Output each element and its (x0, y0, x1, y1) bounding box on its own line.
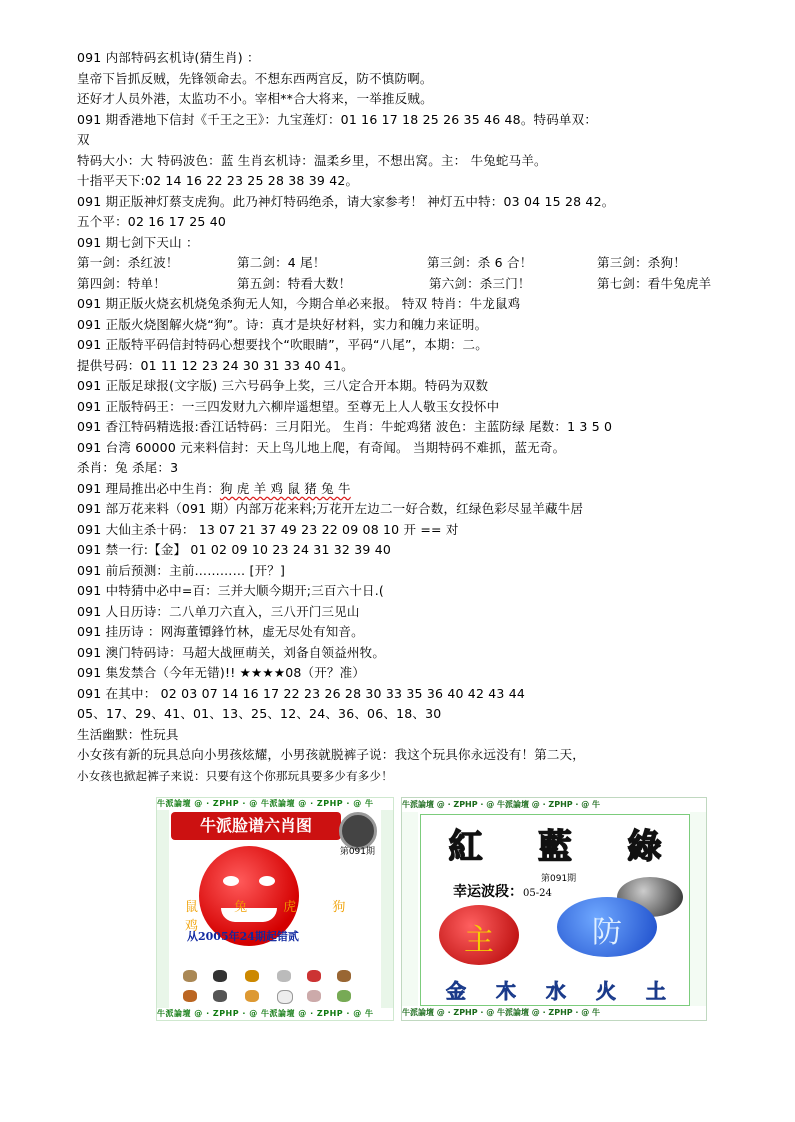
text-line: 091 部万花来料（091 期）内部万花来料;万花开左边二一好合数，红绿色彩尽显羊藏牛居 (77, 501, 584, 516)
watermark-bottom: 牛派論壇 @ · ZPHP · @ 牛派論壇 @ · ZPHP · @ 牛 (157, 1009, 374, 1018)
text-line: 特码大小：大 特码波色：蓝 生肖玄机诗：温柔乡里，不想出窝。主： 牛兔蛇马羊。 (77, 152, 547, 168)
main-char: 主 (464, 923, 494, 958)
text-line: 皇帝下旨抓反贼，先锋领命去。不想东西两宫反，防不慎防啊。 (77, 70, 433, 86)
text-line: 小女孩也掀起裤子来说：只要有这个你那玩具要多少有多少！ (77, 768, 393, 783)
blue-ball-icon (557, 897, 657, 957)
text-line: 还好才人员外港，太监功不小。宰相**合大将来，一举推反贼。 (77, 91, 433, 106)
animal-icon (183, 970, 197, 982)
sword-row-2 (77, 274, 792, 295)
text-line: 091 正版特码王：一三四发财九六柳岸遥想望。至尊无上人人敬玉女投怀中 (77, 398, 500, 414)
text-line: 091 正版足球报(文字版) 三六号码争上奖，三八定合开本期。特码为双数 (77, 378, 489, 393)
since-label: 从2005年24期起错贰 (187, 930, 299, 943)
text-line: 091 期香港地下信封《千王之王》：九宝莲灯：01 16 17 18 25 26 35 46 48。特码单双： (77, 111, 598, 127)
sword-item: 第一剑：杀红波！ (77, 255, 179, 270)
text-line: 提供号码：01 11 12 23 24 30 31 33 40 41。 (77, 357, 354, 373)
issue-label: 第091期 (339, 847, 375, 857)
element-water: 水 (546, 979, 566, 1003)
zodiac-animals-icon (173, 966, 378, 1008)
text-line: 091 期七剑下天山 ： (77, 234, 199, 250)
blue-char: 藍 (537, 827, 572, 867)
color-chars (421, 819, 689, 868)
text-line: 091 澳门特码诗：马超大战匣萌关，刘备自领益州牧。 (77, 644, 386, 660)
element-metal: 金 (446, 979, 466, 1003)
color-wave-image (401, 797, 707, 1021)
watermark-bottom: 牛派論壇 @ · ZPHP · @ 牛派論壇 @ · ZPHP · @ 牛 (402, 1006, 706, 1020)
zodiac-emphasis: 狗 虎 羊 鸡 鼠 猪 兔 牛 (219, 480, 351, 496)
text-line: 091 禁一行:【金】 01 02 09 10 23 24 31 32 39 40 (77, 542, 392, 557)
sword-item: 第六剑：杀三门！ (429, 275, 531, 291)
text-line: 091 正版特平码信封特码心想要找个“吹眼睛”，平码“八尾”，本期：二。 (77, 337, 488, 352)
text-line: 091 台湾 60000 元来料信封：天上鸟儿地上爬，有奇闻。 当期特码不难抓，蓝无奇。 (77, 439, 566, 455)
zodiac-prefix: 091 理局推出必中生肖： (77, 480, 220, 496)
text-line: 091 人日历诗：二八单刀六直入，三八开门三见山 (77, 603, 360, 619)
animal-icon (307, 970, 321, 982)
text-line: 091 集发禁合（今年无错)!! ★★★★08（开？准） (77, 665, 366, 680)
animal-icon (277, 970, 291, 982)
sword-item: 第二剑：4 尾！ (237, 255, 326, 270)
guard-char: 防 (592, 915, 622, 950)
inner-panel (420, 814, 690, 1006)
article-text (77, 48, 792, 786)
text-line: 091 期正版神灯蔡支虎狗。此乃神灯特码绝杀，请大家参考！ 神灯五中特：03 04 15 28 42。 (77, 193, 615, 209)
animal-icon (245, 990, 259, 1002)
wave-numbers: 05-24 (523, 888, 552, 899)
frame-side-right (381, 810, 393, 1008)
text-line: 091 挂历诗 ：网海董镡鋒竹林，虚无尽处有知音。 (77, 624, 364, 639)
animal-icon (307, 990, 321, 1002)
animal-icon (213, 970, 227, 982)
text-line: 091 前后预测：主前………… [开？] (77, 562, 286, 578)
eye-icon (223, 876, 239, 886)
text-line: 091 内部特码玄机诗(猜生肖) ： (77, 50, 260, 65)
text-line: 091 在其中： 02 03 07 14 16 17 22 23 26 28 30 33 35 36 40 42 43 44 (77, 685, 526, 701)
text-line: 05、17、29、41、01、13、25、12、24、36、06、18、30 (77, 706, 442, 721)
wave-label: 幸运波段： (453, 884, 523, 900)
red-ball-icon (439, 905, 519, 965)
animal-list: 鼠 兔 虎 狗 鸡 (185, 900, 362, 934)
animal-icon (277, 990, 293, 1004)
text-line: 小女孩有新的玩具总向小男孩炫耀，小男孩就脱裤子说：我这个玩具你永远没有！第二天， (77, 747, 586, 762)
animal-icon (337, 970, 351, 982)
frame-side-left (157, 810, 169, 1008)
frame-side-left (402, 812, 418, 1006)
animal-icon (183, 990, 197, 1002)
lucky-wave (453, 881, 552, 901)
five-elements (431, 975, 681, 1004)
text-line: 091 期正版火烧玄机烧兔杀狗无人知，今期合单必来报。 特双 特肖：牛龙鼠鸡 (77, 296, 521, 311)
element-fire: 火 (596, 979, 616, 1003)
element-wood: 木 (496, 979, 516, 1003)
text-line: 杀肖：兔 杀尾：3 (77, 460, 179, 475)
zodiac-line (77, 479, 792, 500)
face-chart-image (156, 797, 394, 1021)
text-line: 091 中特猜中必中=百：三并大顺今期开;三百六十日.( (77, 583, 384, 598)
text-line: 生活幽默：性玩具 (77, 726, 179, 742)
text-line: 091 大仙主杀十码： 13 07 21 37 49 23 22 09 08 10 开 == 对 (77, 521, 459, 537)
sword-row-1 (77, 253, 792, 274)
sword-item: 第七剑：看牛兔虎羊 (597, 275, 712, 291)
animal-icon (245, 970, 259, 982)
eye-icon (259, 876, 275, 886)
green-char: 綠 (627, 827, 662, 867)
animal-icon (213, 990, 227, 1002)
text-line: 十指平天下:02 14 16 22 23 25 28 38 39 42。 (77, 173, 359, 188)
image-title: 牛派脸谱六肖图 (171, 812, 341, 840)
watermark-top: 牛派論壇 @ · ZPHP · @ 牛派論壇 @ · ZPHP · @ 牛 (402, 798, 706, 812)
sword-item: 第四剑：特单！ (77, 275, 166, 291)
text-line: 091 香江特码精选报:香江话特码：三月阳光。 生肖：牛蛇鸡猪 波色：主蓝防绿 尾数：1 3 5 0 (77, 419, 613, 434)
sword-item: 第三剑：杀狗！ (597, 255, 686, 270)
watermark-top: 牛派論壇 @ · ZPHP · @ 牛派論壇 @ · ZPHP · @ 牛 (157, 799, 374, 808)
text-line: 双 (77, 132, 90, 147)
animal-icon (337, 990, 351, 1002)
issue-label: 第091期 (541, 874, 577, 884)
red-char: 紅 (448, 827, 483, 867)
frame-side-right (690, 812, 706, 1006)
text-line: 091 正版火烧图解火烧“狗”。诗：真才是块好材料，实力和魄力来证明。 (77, 316, 488, 332)
sword-item: 第五剑：特看大数！ (237, 275, 352, 291)
text-line: 五个平：02 16 17 25 40 (77, 214, 227, 229)
sword-item: 第三剑：杀 6 合！ (427, 255, 533, 270)
element-earth: 土 (646, 979, 666, 1003)
